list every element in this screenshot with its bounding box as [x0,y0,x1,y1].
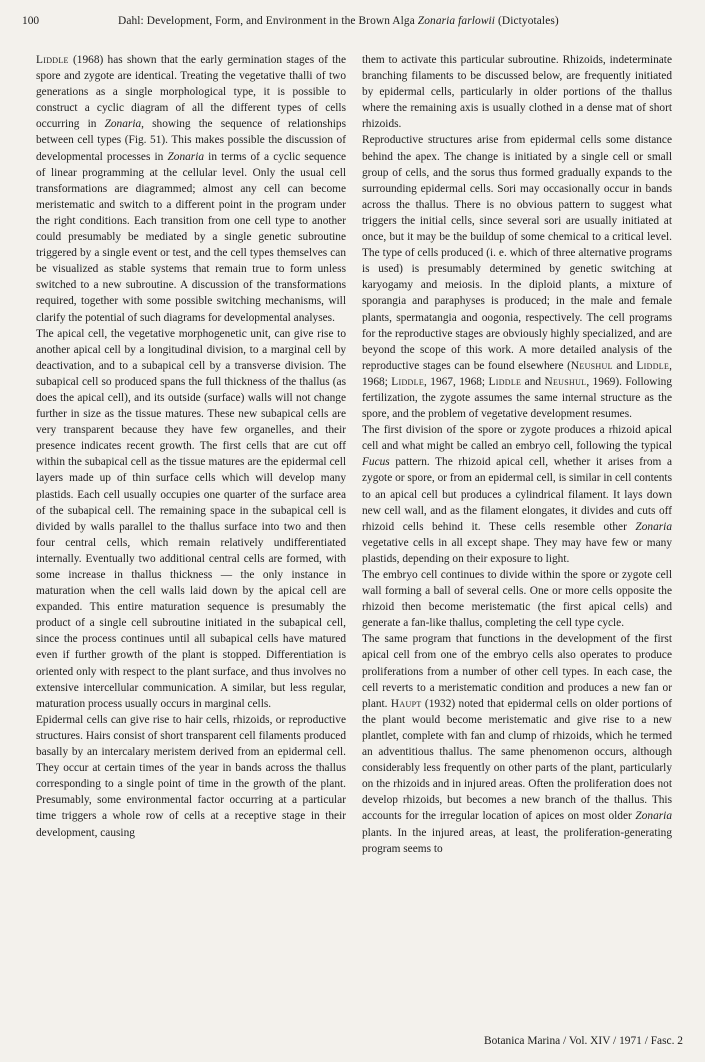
paragraph: The apical cell, the vegetative morphogenetic unit, can give rise to another apical cell by a longitudinal division, to a marginal cell by deactivation, and to a subapical cell by a transverse division. The subapical cell so produced spans the full thickness of the thallus (as does the apical cell), and its outside (surface) walls will not change further in size as the tissue matures. These new subapical cells are very transparent because they have few organelles, and their presence indicates recent growth. The first cells that are cut off within the subapical cell as the tissue matures are the epidermal cell layers made up of thin surface cells which will develop many plastids. Each cell usually occupies one quarter of the surface area of the subapical cell. The remaining space in the subapical cell is divided by walls parallel to the thallus surface into two and then four central cells, which remain relatively undifferentiated internally. Eventually two additional central cells are formed, with some increase in thallus thickness — the only instance in maturation when the cell walls laid down by the apical cell are expanded. This entire maturation sequence is presumably the product of a single cell subroutine initiated in the subapical cell, since the process continues until all subapical cells have matured even if further growth of the plant is stopped. Differentiation is oriented only with respect to the plant surface, and thus involves no extensive intercellular communication. A similar, but less regular, maturation process usually occurs in marginal cells. [36,327,346,710]
paragraph: Liddle (1968) has shown that the early germination stages of the spore and zygote are identical. Treating the vegetative thalli of two generations as a single morphological type, it is possible to construct a cyclic diagram of all the different types of cells occurring in Zonaria, showing the sequence of relationships between cell types (Fig. 51). This makes possible the discussion of developmental processes in Zonaria in terms of a cyclic sequence of linear programming at the cellular level. Only the usual cell transformations are diagrammed; almost any cell can become meristematic and switch to a different point in the program under the right conditions. Each transition from one cell type to another could presumably be mediated by a single genetic subroutine triggered by a single event or test, and the cell types themselves can be visualized as stable systems that remain true to form unless switched to a new subroutine. A discussion of the transformations required, together with some possible switching mechanisms, will clarify the potential of such diagrams for developmental analyses. [36,54,346,324]
left-column [36,52,346,841]
running-title: Dahl: Development, Form, and Environment in the Brown Alga Zonaria farlowii (Dictyotales) [118,15,559,27]
right-column [362,52,672,857]
journal-citation: Botanica Marina / Vol. XIV / 1971 / Fasc. 2 [483,1035,683,1047]
paragraph: Epidermal cells can give rise to hair cells, rhizoids, or reproductive structures. Hairs consist of short transparent cell filaments produced basally by an intercalary meristem derived from an epidermal cell. They occur at certain times of the year in bands across the thallus corresponding to a single point of time in the growth of the plant. Presumably, some environmental factor occurring at a particular time triggers a whole row of cells at a receptive stage in their development, causing [36,713,346,839]
paragraph: Reproductive structures arise from epidermal cells some distance behind the apex. The change is initiated by a single cell or small group of cells, and the sorus thus formed gradually expands to the surrounding epidermal cells. Sori may occasionally occur in bands across the thallus. There is no obvious pattern to suggest what triggers the initial cells, since several sori are usually initiated at once, but it may be the buildup of some chemical to a critical level. The type of cells produced (i. e. which of three alternative programs is used) is presumably determined by genetic switching at karyogamy and meiosis. In the diploid plants, a mixture of sporangia and paraphyses is produced; in the male and female plants, spermatangia and oogonia, respectively. The cell programs for the reproductive stages are obviously highly specialized, and are beyond the scope of this work. A more detailed analysis of the reproductive stages can be found elsewhere (Neushul and Liddle, 1968; Liddle, 1967, 1968; Liddle and Neushul, 1969). Following fertilization, the zygote assumes the same internal structure as the spore, and the problem of vegetative development resumes. [362,134,672,421]
page-header [22,12,683,30]
paragraph: them to activate this particular subroutine. Rhizoids, indeterminate branching filaments to be discussed below, are frequently initiated by epidermal cells, particularly in older portions of the thallus where the remaining axis is usually clothed in a dense mat of short rhizoids. [362,54,672,131]
paragraph: The same program that functions in the development of the first apical cell from one of the embryo cells also operates to produce proliferations from a number of other cell types. In each case, the cell reverts to a meristematic condition and produces a new fan or plant. Haupt (1932) noted that epidermal cells on older portions of the plant would become meristematic and give rise to a new plantlet, complete with fan and clump of rhizoids, which he termed an adventitious thallus. The same phenomenon occurs, although considerably less frequently on other parts of the plant, particularly on the rhizoids and in injured areas. Often the proliferation does not develop rhizoids, but becomes a new branch of the thallus. This accounts for the irregular location of apices on most older Zonaria plants. In the injured areas, at least, the proliferation-generating program seems to [362,633,672,855]
paragraph: The embryo cell continues to divide within the spore or zygote cell wall forming a ball of several cells. One or more cells opposite the rhizoid then become meristematic (the first apical cells) and generate a fan-like thallus, completing the cell type cycle. [362,569,672,630]
page-number: 100 [22,15,40,27]
paragraph: The first division of the spore or zygote produces a rhizoid apical cell and what might be called an embryo cell, following the typical Fucus pattern. The rhizoid apical cell, whether it arises from a zygote or spore, or from an epidermal cell, is similar in cell contents to an apical cell but produces a cylindrical filament. It lays down new cell wall, and as the filament elongates, it divides and cuts off rhizoid cells behind it. These cells resemble other Zonaria vegetative cells in all except shape. They may have few or many plastids, depending on their exposure to light. [362,424,672,565]
